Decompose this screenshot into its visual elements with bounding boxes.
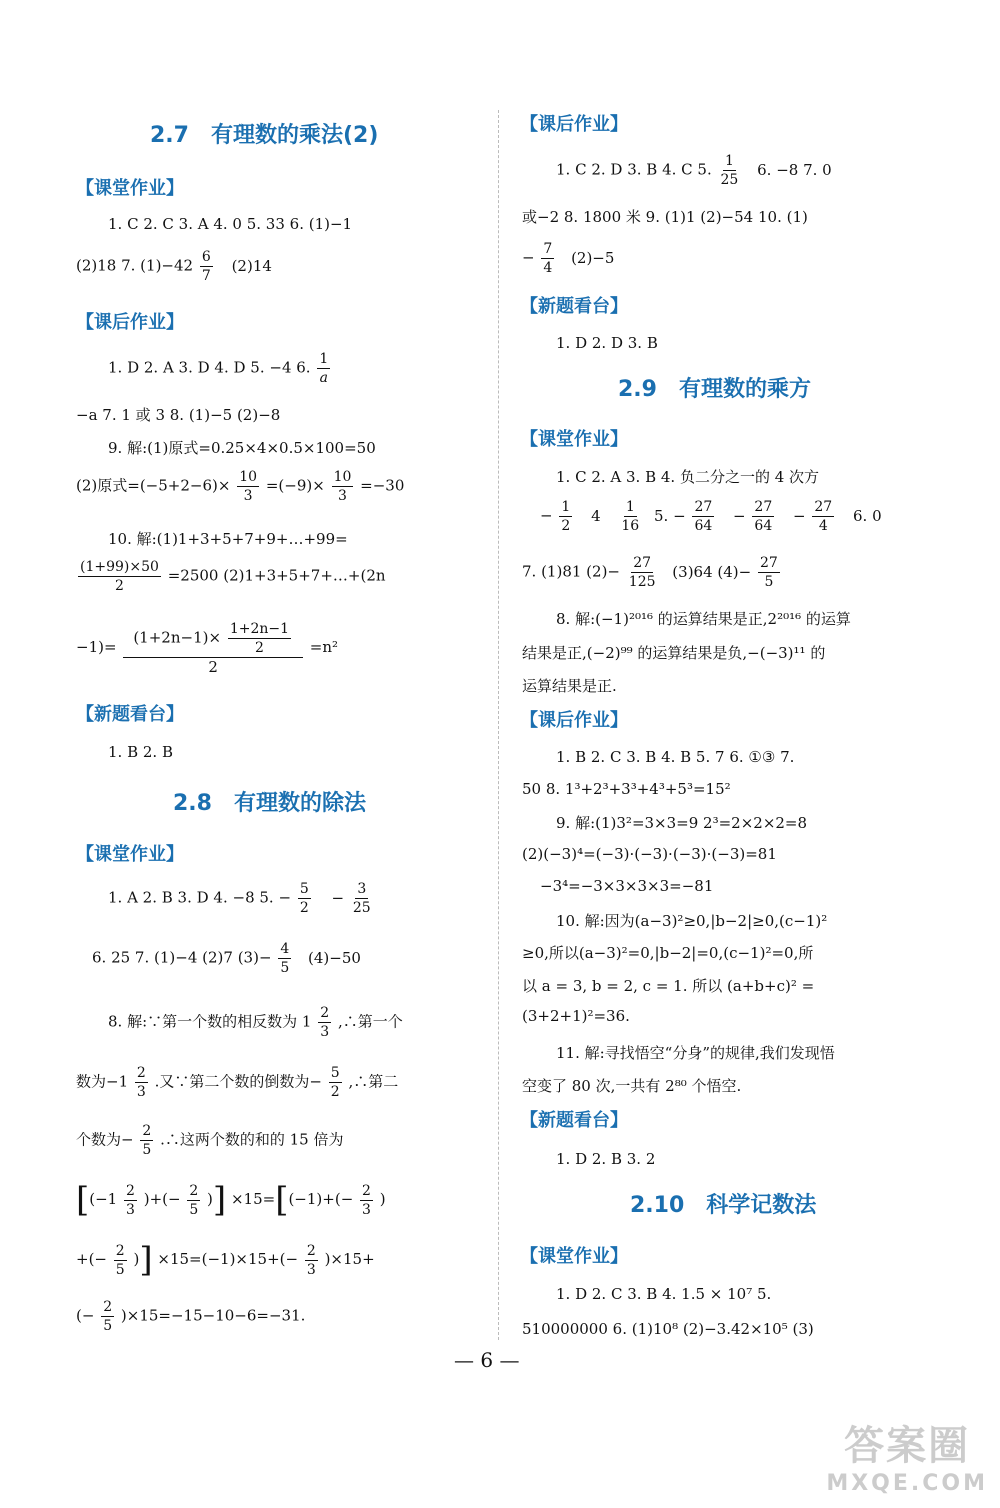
section-name: 有理数的乘方 <box>678 377 811 402</box>
fraction: $\frac{27}{125}$ <box>628 555 656 590</box>
answer-line: (2)18 7. (1)−42 $\frac{6}{7}$ (2)14 <box>76 249 272 284</box>
fraction: $\frac{(1+99)\times 50}{2}$ <box>80 559 159 594</box>
tag-classwork: 【课堂作业】 <box>520 429 628 450</box>
answer-line: 6. 25 7. (1)−4 (2)7 (3)− $\frac{4}{5}$ (4)−50 <box>92 941 361 976</box>
fraction: $\frac{2}{3}$ <box>320 1005 330 1040</box>
tag-new-questions: 【新题看台】 <box>520 1110 628 1131</box>
answer-line: 510000000 6. (1)10⁸ (2)−3.42×10⁵ (3) <box>522 1320 814 1338</box>
answer-line: $\frac{(1+99)\times 50}{2}$ =2500 (2)1+3+5+7+…+(2n <box>80 559 386 594</box>
fraction: $\frac{2}{5}$ <box>103 1299 113 1334</box>
fraction: $\frac{2}{3}$ <box>306 1242 316 1278</box>
answer-line: 1. D 2. D 3. B <box>556 334 658 352</box>
fraction: $\frac{5}{2}$ <box>299 881 309 916</box>
answer-line: 以 a = 3, b = 2, c = 1. 所以 (a+b+c)² = <box>522 977 815 995</box>
fraction: $\frac{2}{3}$ <box>362 1182 371 1218</box>
fraction: $\frac{2}{3}$ <box>136 1065 146 1100</box>
answer-line: 1. B 2. C 3. B 4. B 5. 7 6. ①③ 7. <box>556 748 795 766</box>
answer-line: 50 8. 1³+2³+3³+4³+5³=15² <box>522 780 731 798</box>
fraction: $\frac{2}{5}$ <box>142 1123 152 1158</box>
answer-line: 数为−1 $\frac{2}{3}$ .又∵第二个数的倒数为− $\frac{5}{2}$ ,∴第二 <box>76 1065 399 1100</box>
answer-line: 10. 解:因为(a−3)²≥0,|b−2|≥0,(c−1)² <box>556 912 828 930</box>
fraction: $\frac{10}{3}$ <box>333 469 352 504</box>
fraction: $\frac{3}{25}$ <box>352 881 371 916</box>
section-number: 2.7 <box>150 123 189 148</box>
section-number: 2.10 <box>630 1193 685 1218</box>
tag-new-questions: 【新题看台】 <box>76 704 184 725</box>
answer-line: (2)(−3)⁴=(−3)·(−3)·(−3)·(−3)=81 <box>522 845 777 863</box>
tag-classwork: 【课堂作业】 <box>520 1246 628 1267</box>
answer-line: [(−1 $\frac{2}{3}$ )+(− $\frac{2}{5}$ )] ×15=[(−1)+(− $\frac{2}{3}$ ) <box>76 1180 386 1220</box>
fraction: $\frac{7}{4}$ <box>543 241 553 276</box>
answer-line: (3+2+1)²=36. <box>522 1007 630 1025</box>
answer-line: +(− $\frac{2}{5}$ )] ×15=(−1)×15+(− $\frac{2}{3}$ )×15+ <box>76 1240 375 1280</box>
answer-line: 8. 解:∵第一个数的相反数为 1 $\frac{2}{3}$ ,∴第一个 <box>108 1005 403 1040</box>
answer-line: 运算结果是正. <box>522 677 617 695</box>
fraction: $\frac{27}{4}$ <box>814 499 833 534</box>
section-title-2-7 <box>150 118 378 149</box>
answer-line: 1. A 2. B 3. D 4. −8 5. − $\frac{5}{2}$ − $\frac{3}{25}$ <box>108 881 371 916</box>
answer-line: − $\frac{1}{2}$ 4 $\frac{1}{16}$ 5. − $\frac{27}{64}$ − $\frac{27}{64}$ − $\frac{27}{4}$ 6. 0 <box>540 499 882 534</box>
section-name: 有理数的乘法(2) <box>210 123 379 148</box>
answer-line: 1. C 2. C 3. A 4. 0 5. 33 6. (1)−1 <box>108 215 353 233</box>
fraction: $\frac{1+2n-1}{2}$ <box>229 621 290 656</box>
section-name: 有理数的除法 <box>233 791 366 816</box>
answer-line: 9. 解:(1)原式=0.25×4×0.5×100=50 <box>108 439 376 457</box>
section-number: 2.8 <box>173 791 212 816</box>
answer-line: 9. 解:(1)3²=3×3=9 2³=2×2×2=8 <box>556 814 808 832</box>
answer-line: − $\frac{7}{4}$ (2)−5 <box>522 241 615 276</box>
tag-classwork: 【课堂作业】 <box>76 178 184 199</box>
fraction: $\frac{4}{5}$ <box>280 941 290 976</box>
fraction: $\frac{1}{2}$ <box>561 499 571 534</box>
section-title-2-8 <box>173 786 366 817</box>
answer-line: 7. (1)81 (2)− $\frac{27}{125}$ (3)64 (4)− $\frac{27}{5}$ <box>522 555 778 590</box>
answer-line: 空变了 80 次,一共有 2⁸⁰ 个悟空. <box>522 1077 742 1095</box>
watermark-logo: 答案圈 MXQE.COM <box>826 1423 988 1496</box>
fraction: $\frac{2}{5}$ <box>189 1182 199 1218</box>
fraction: (1+2n−1)× $\frac{1+2n-1}{2}$ 2 <box>123 620 303 676</box>
answer-line: 1. C 2. D 3. B 4. C 5. $\frac{1}{25}$ 6. −8 7. 0 <box>556 153 832 188</box>
answer-line: (2)原式=(−5+2−6)× $\frac{10}{3}$ =(−9)× $\frac{10}{3}$ =−30 <box>76 469 405 504</box>
fraction: $\frac{10}{3}$ <box>239 469 258 504</box>
answer-line: 1. B 2. B <box>108 743 173 761</box>
column-divider <box>498 110 499 1340</box>
answer-line: −1)= (1+2n−1)× $\frac{1+2n-1}{2}$ 2 =n² <box>76 621 339 676</box>
answer-line: ≥0,所以(a−3)²=0,|b−2|=0,(c−1)²=0,所 <box>522 944 814 962</box>
tag-classwork: 【课堂作业】 <box>76 844 184 865</box>
tag-homework: 【课后作业】 <box>520 710 628 731</box>
answer-line: 或−2 8. 1800 米 9. (1)1 (2)−54 10. (1) <box>522 208 808 226</box>
fraction: $\frac{5}{2}$ <box>330 1065 340 1100</box>
fraction: $\frac{27}{64}$ <box>694 499 713 534</box>
fraction: $\frac{2}{5}$ <box>115 1242 125 1278</box>
answer-line: 10. 解:(1)1+3+5+7+9+…+99= <box>108 530 348 548</box>
section-title-2-9 <box>618 372 811 403</box>
tag-homework: 【课后作业】 <box>520 114 628 135</box>
answer-line: 1. D 2. A 3. D 4. D 5. −4 6. $\frac{1}{a}$ <box>108 351 329 386</box>
section-number: 2.9 <box>618 377 657 402</box>
fraction: $\frac{27}{5}$ <box>760 555 778 590</box>
fraction: $\frac{27}{64}$ <box>754 499 773 534</box>
tag-new-questions: 【新题看台】 <box>520 296 628 317</box>
answer-line: −3⁴=−3×3×3×3=−81 <box>540 877 714 895</box>
fraction: $\frac{6}{7}$ <box>201 249 211 284</box>
section-title-2-10 <box>630 1188 816 1219</box>
answer-line: 1. D 2. B 3. 2 <box>556 1150 656 1168</box>
fraction: $\frac{2}{3}$ <box>126 1182 135 1218</box>
answer-line: −a 7. 1 或 3 8. (1)−5 (2)−8 <box>76 406 281 424</box>
fraction: $\frac{1}{a}$ <box>319 351 329 386</box>
page-number: — 6 — <box>454 1348 520 1372</box>
answer-line: 结果是正,(−2)⁹⁹ 的运算结果是负,−(−3)¹¹ 的 <box>522 644 826 662</box>
answer-line: 1. D 2. C 3. B 4. 1.5 × 10⁷ 5. <box>556 1285 772 1303</box>
tag-homework: 【课后作业】 <box>76 312 184 333</box>
fraction: $\frac{1}{16}$ <box>621 499 640 534</box>
answer-line: (− $\frac{2}{5}$ )×15=−15−10−6=−31. <box>76 1299 306 1334</box>
fraction: $\frac{1}{25}$ <box>720 153 739 188</box>
answer-line: 1. C 2. A 3. B 4. 负二分之一的 4 次方 <box>556 468 820 486</box>
answer-line: 8. 解:(−1)²⁰¹⁶ 的运算结果是正,2²⁰¹⁶ 的运算 <box>556 610 851 628</box>
section-name: 科学记数法 <box>706 1193 817 1218</box>
answer-line: 个数为− $\frac{2}{5}$ .∴这两个数的和的 15 倍为 <box>76 1123 344 1158</box>
answer-line: 11. 解:寻找悟空“分身”的规律,我们发现悟 <box>556 1044 835 1062</box>
